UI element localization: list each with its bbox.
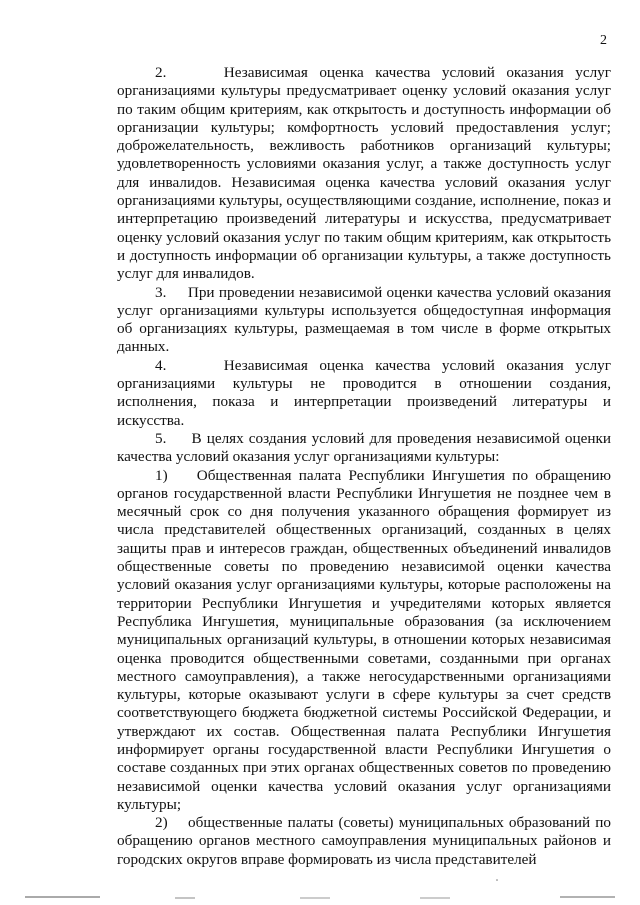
- paragraph-4: 4. Независимая оценка качества условий оказания услуг организациями культуры не проводится в отношении создания, исполнения, показа и интерпретации произведений литературы и искусства.: [117, 356, 611, 429]
- document-body: [117, 64, 611, 869]
- paragraph-3: 3. При проведении независимой оценки качества условий оказания услуг организациями культуры используется общедоступная информация об организациях культуры, размещаемая в том числе в форме открытых данных.: [117, 283, 611, 356]
- paragraph-5-2: 2) общественные палаты (советы) муниципальных образований по обращению органов местного самоуправления муниципальных районов и городских округов вправе формировать из числа представителей: [117, 814, 611, 868]
- paragraph-2: 2. Независимая оценка качества условий оказания услуг организациями культуры предусматривает оценку условий оказания услуг по таким общим критериям, как открытость и доступность информации об организации культуры; комфортность условий предоставления услуг; доброжелательность, вежливость работников организаций культуры; удовлетворенность условиями оказания услуг, а также доступность услуг для инвалидов. Независимая оценка качества условий оказания услуг организациями культуры, осуществляющими создание, исполнение, показ и интерпретацию произведений литературы и искусства, предусматривает оценку условий оказания услуг по таким общим критериям, как открытость и доступность информации об организации культуры, а также доступность услуг для инвалидов.: [117, 64, 611, 283]
- page-number: 2: [600, 33, 607, 48]
- paragraph-5-1: 1) Общественная палата Республики Ингушетия по обращению органов государственной власти Республики Ингушетия не позднее чем в месячный срок со дня получения указанного обращения формирует из числа представителей общественных организаций, созданных в целях защиты прав и интересов граждан, общественных объединений инвалидов общественные советы по проведению независимой оценки качества условий оказания услуг организациями культуры, которые расположены на территории Республики Ингушетия и учредителями которых является Республика Ингушетия, муниципальные образования (за исключением муниципальных организаций культуры, в отношении которых независимая оценка проводится общественными советами, созданными при органах местного самоуправления), а также негосударственными организациями культуры, которые оказывают услуги в сфере культуры за счет средств соответствующего бюджета бюджетной системы Российской Федерации, и утверждают их состав. Общественная палата Республики Ингушетия информирует органы государственной власти Республики Ингушетия о составе созданных при этих органах общественных советов по проведению независимой оценки качества условий оказания услуг организациями культуры;: [117, 466, 611, 813]
- scan-dot: [496, 879, 498, 881]
- paragraph-5: 5. В целях создания условий для проведения независимой оценки качества условий оказания услуг организациями культуры:: [117, 429, 611, 466]
